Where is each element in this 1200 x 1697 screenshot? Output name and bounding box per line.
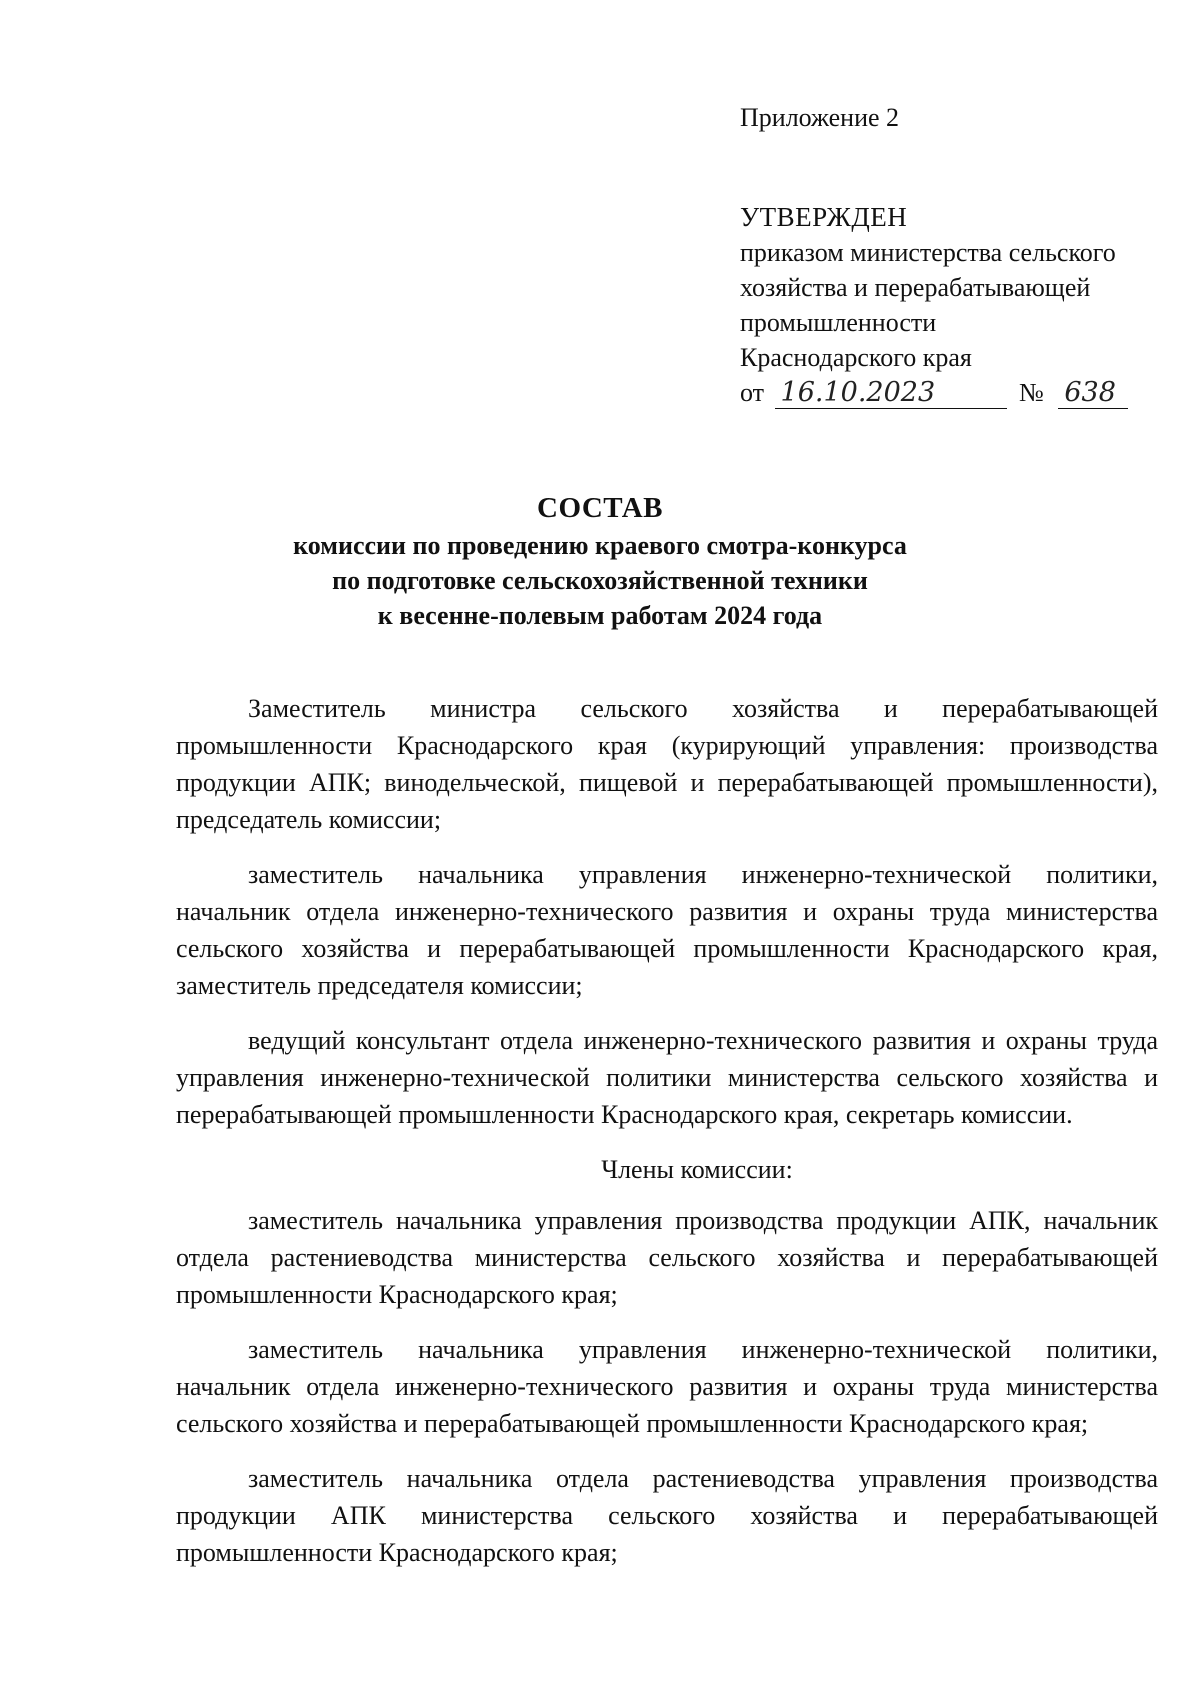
approved-title: УТВЕРЖДЕН bbox=[740, 202, 908, 232]
number-prefix: № bbox=[1019, 378, 1044, 407]
date-prefix: от bbox=[740, 378, 765, 407]
document-body bbox=[176, 690, 1158, 1589]
member-paragraph: заместитель начальника отдела растениеводства управления производства продукции АПК министерства сельского хозяйства и перерабатывающей промышленности Краснодарского края; bbox=[176, 1464, 1158, 1567]
handwritten-number: 638 bbox=[1058, 378, 1128, 409]
approved-line: приказом министерства сельского bbox=[740, 238, 1116, 267]
chairman-paragraph: Заместитель министра сельского хозяйства и перерабатывающей промышленности Краснодарского края (курирующий управления: производства продукции АПК; винодельческой, пищевой и перерабатывающей промышленности), председатель комиссии; bbox=[176, 694, 1158, 834]
deputy-chairman-paragraph: заместитель начальника управления инженерно-технической политики, начальник отдела инженерно-технического развития и охраны труда министерства сельского хозяйства и перерабатывающей промышленности Краснодарского края, заместитель председателя комиссии; bbox=[176, 860, 1158, 1000]
handwritten-date: 16.10.2023 bbox=[775, 378, 1007, 409]
member-paragraph: заместитель начальника управления инженерно-технической политики, начальник отдела инженерно-технического развития и охраны труда министерства сельского хозяйства и перерабатывающей промышленности Краснодарского края; bbox=[176, 1335, 1158, 1438]
title-main: СОСТАВ bbox=[537, 492, 663, 524]
appendix-label: Приложение 2 bbox=[740, 103, 900, 132]
title-line: к весенне-полевым работам 2024 года bbox=[377, 601, 823, 630]
title-line: по подготовке сельскохозяйственной техники bbox=[332, 566, 868, 595]
members-heading: Члены комиссии: bbox=[601, 1155, 793, 1184]
approved-line: хозяйства и перерабатывающей bbox=[740, 273, 1091, 302]
title-line: комиссии по проведению краевого смотра-конкурса bbox=[293, 531, 907, 560]
order-date-line bbox=[740, 375, 1180, 410]
document-title bbox=[90, 488, 1110, 633]
secretary-paragraph: ведущий консультант отдела инженерно-технического развития и охраны труда управления инженерно-технической политики министерства сельского хозяйства и перерабатывающей промышленности Краснодарского края, секретарь комиссии. bbox=[176, 1026, 1158, 1129]
approved-line: Краснодарского края bbox=[740, 343, 972, 372]
approved-line: промышленности bbox=[740, 308, 937, 337]
member-paragraph: заместитель начальника управления производства продукции АПК, начальник отдела растениеводства министерства сельского хозяйства и перерабатывающей промышленности Краснодарского края; bbox=[176, 1206, 1158, 1309]
approval-block bbox=[740, 200, 1180, 410]
